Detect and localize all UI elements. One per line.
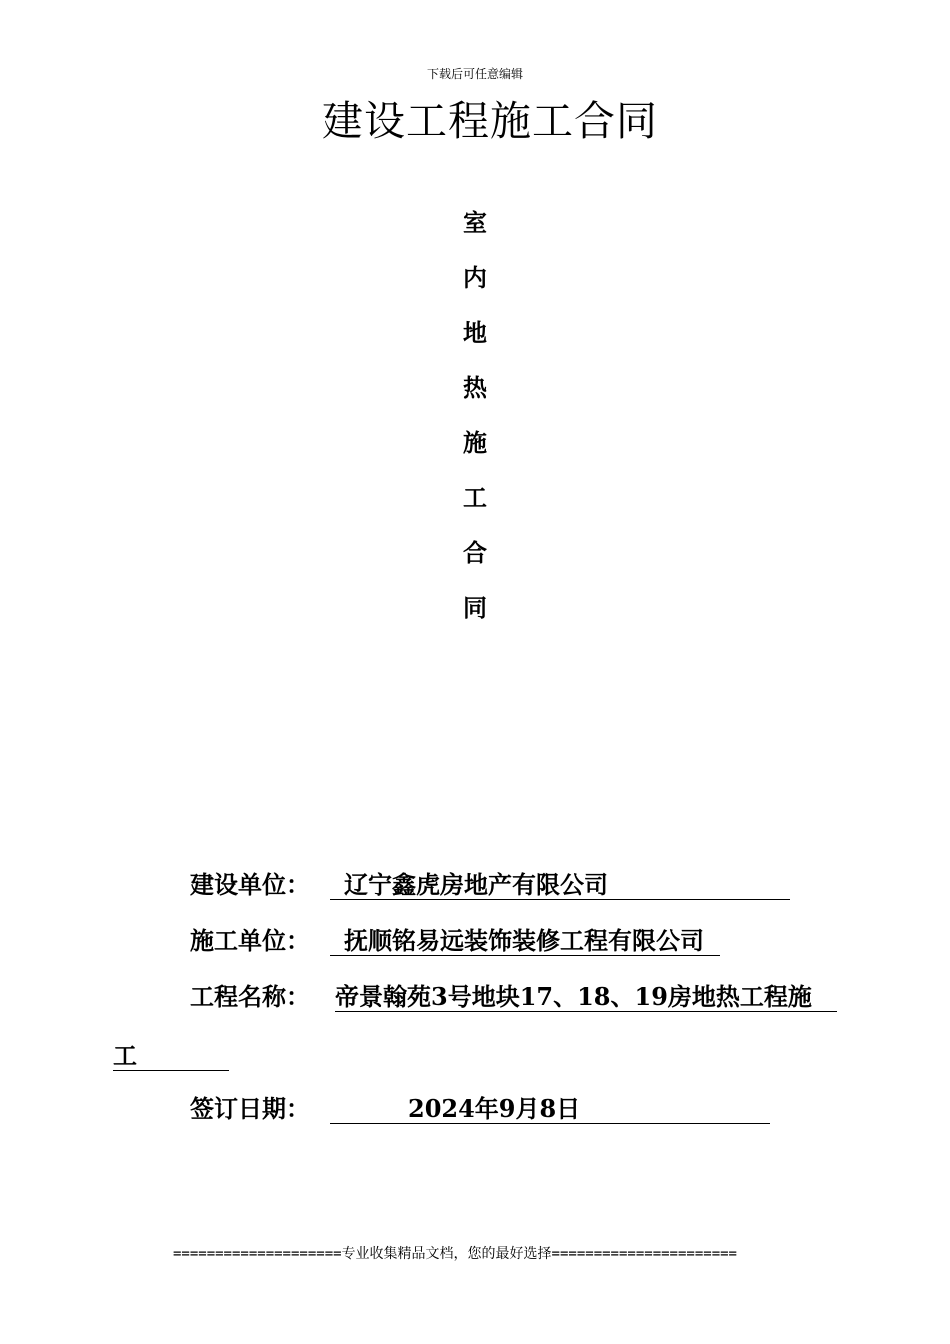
vertical-title-char: 地	[463, 318, 487, 347]
document-title: 建设工程施工合同	[322, 97, 658, 145]
contractor-label: 施工单位：	[190, 926, 310, 955]
project-label: 工程名称：	[190, 982, 310, 1011]
vertical-contract-title	[455, 207, 495, 647]
contractor-value-line	[330, 925, 720, 956]
builder-row	[190, 869, 608, 901]
project-row	[190, 981, 812, 1013]
sign-date-row	[190, 1093, 581, 1125]
sign-date-value: 2024年9月8日	[408, 1094, 581, 1123]
vertical-title-char: 内	[463, 263, 487, 292]
project-value-line1: 帝景翰苑3号地块17、18、19房地热工程施	[335, 982, 812, 1011]
vertical-title-char: 合	[463, 538, 487, 567]
vertical-title-char: 热	[463, 373, 487, 402]
project-value-line2: 工	[113, 1041, 137, 1070]
project-value-continuation	[113, 1040, 229, 1071]
header-note: 下载后可任意编辑	[426, 67, 523, 81]
builder-value-line	[330, 869, 790, 900]
sign-date-value-line	[330, 1093, 770, 1124]
builder-label: 建设单位：	[190, 870, 310, 899]
vertical-title-char: 工	[463, 483, 487, 512]
vertical-title-char: 施	[463, 428, 487, 457]
builder-value: 辽宁鑫虎房地产有限公司	[344, 870, 608, 899]
sign-date-label: 签订日期：	[190, 1094, 310, 1123]
contractor-value: 抚顺铭易远装饰装修工程有限公司	[344, 926, 704, 955]
vertical-title-char: 室	[463, 208, 487, 237]
footer-note: ====================专业收集精品文档，您的最好选择======================	[172, 1246, 737, 1262]
vertical-title-char: 同	[463, 593, 487, 622]
contractor-row	[190, 925, 704, 957]
project-value-line	[335, 981, 837, 1012]
